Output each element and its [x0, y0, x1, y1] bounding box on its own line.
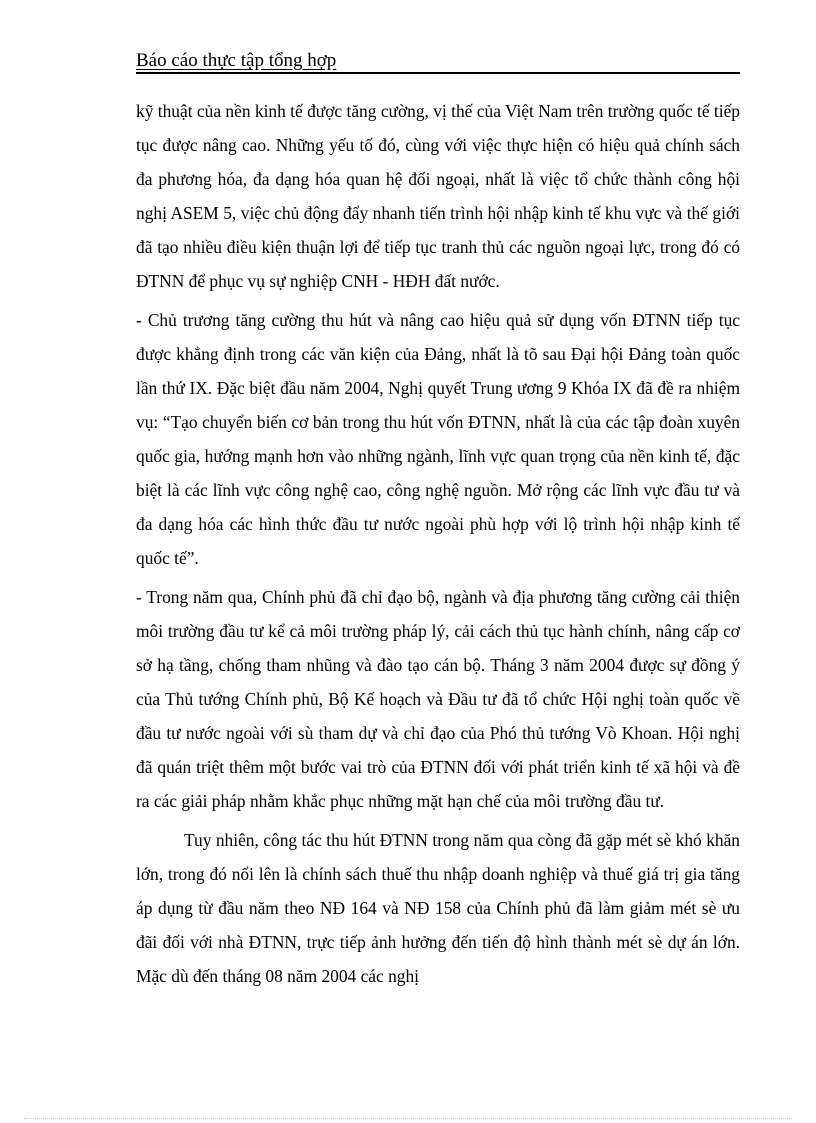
paragraph-4: Tuy nhiên, công tác thu hút ĐTNN trong năm qua còng đã gặp mét sè khó khăn lớn, trong đó nổi lên là chính sách thuế thu nhập doanh nghiệp và thuế giá trị gia tăng áp dụng từ đầu năm theo NĐ 164 và NĐ 158 của Chính phủ đã làm giảm mét sè ưu đãi đối với nhà ĐTNN, trực tiếp ảnh hưởng đến tiến độ hình thành mét sè dự án lớn. Mặc dù đến tháng 08 năm 2004 các nghị [136, 830, 740, 986]
header-title: Báo cáo thực tập tổng hợp [136, 50, 337, 71]
paragraph-2: - Chủ trương tăng cường thu hút và nâng cao hiệu quả sử dụng vốn ĐTNN tiếp tục được khẳng định trong các văn kiện của Đảng, nhất là tõ sau Đại hội Đảng toàn quốc lần thứ IX. Đặc biệt đầu năm 2004, Nghị quyết Trung ương 9 Khóa IX đã đề ra nhiệm vụ: “Tạo chuyển biến cơ bản trong thu hút vốn ĐTNN, nhất là của các tập đoàn xuyên quốc gia, hướng mạnh hơn vào những ngành, lĩnh vực quan trọng của nền kinh tế, đặc biệt là các lĩnh vực công nghệ cao, công nghệ nguồn. Mở rộng các lĩnh vực đầu tư và đa dạng hóa các hình thức đầu tư nước ngoài phù hợp với lộ trình hội nhập kinh tế quốc tế”. [136, 310, 740, 568]
paragraph-1: kỹ thuật của nền kinh tế được tăng cường, vị thế của Việt Nam trên trường quốc tế tiếp tục được nâng cao. Những yếu tố đó, cùng với việc thực hiện có hiệu quả chính sách đa phương hóa, đa dạng hóa quan hệ đối ngoại, nhất là việc tổ chức thành công hội nghị ASEM 5, việc chủ động đẩy nhanh tiến trình hội nhập kinh tế khu vực và thế giới đã tạo nhiều điều kiện thuận lợi để tiếp tục tranh thủ các nguồn ngoại lực, trong đó có ĐTNN để phục vụ sự nghiệp CNH - HĐH đất nước. [136, 101, 740, 291]
page-header [136, 50, 740, 74]
document-body [136, 94, 740, 998]
page-bottom-divider [24, 1118, 792, 1119]
paragraph-3: - Trong năm qua, Chính phủ đã chỉ đạo bộ, ngành và địa phương tăng cường cải thiện môi trường đầu tư kể cả môi trường pháp lý, cải cách thủ tục hành chính, nâng cấp cơ sở hạ tầng, chống tham nhũng và đào tạo cán bộ. Tháng 3 năm 2004 được sự đồng ý của Thủ tướng Chính phủ, Bộ Kế hoạch và Đầu tư đã tổ chức Hội nghị toàn quốc về đầu tư nước ngoài với sù tham dự và chỉ đạo của Phó thủ tướng Vò Khoan. Hội nghị đã quán triệt thêm một bước vai trò của ĐTNN đối với phát triển kinh tế xã hội và đề ra các giải pháp nhằm khắc phục những mặt hạn chế của môi trường đầu tư. [136, 587, 740, 811]
